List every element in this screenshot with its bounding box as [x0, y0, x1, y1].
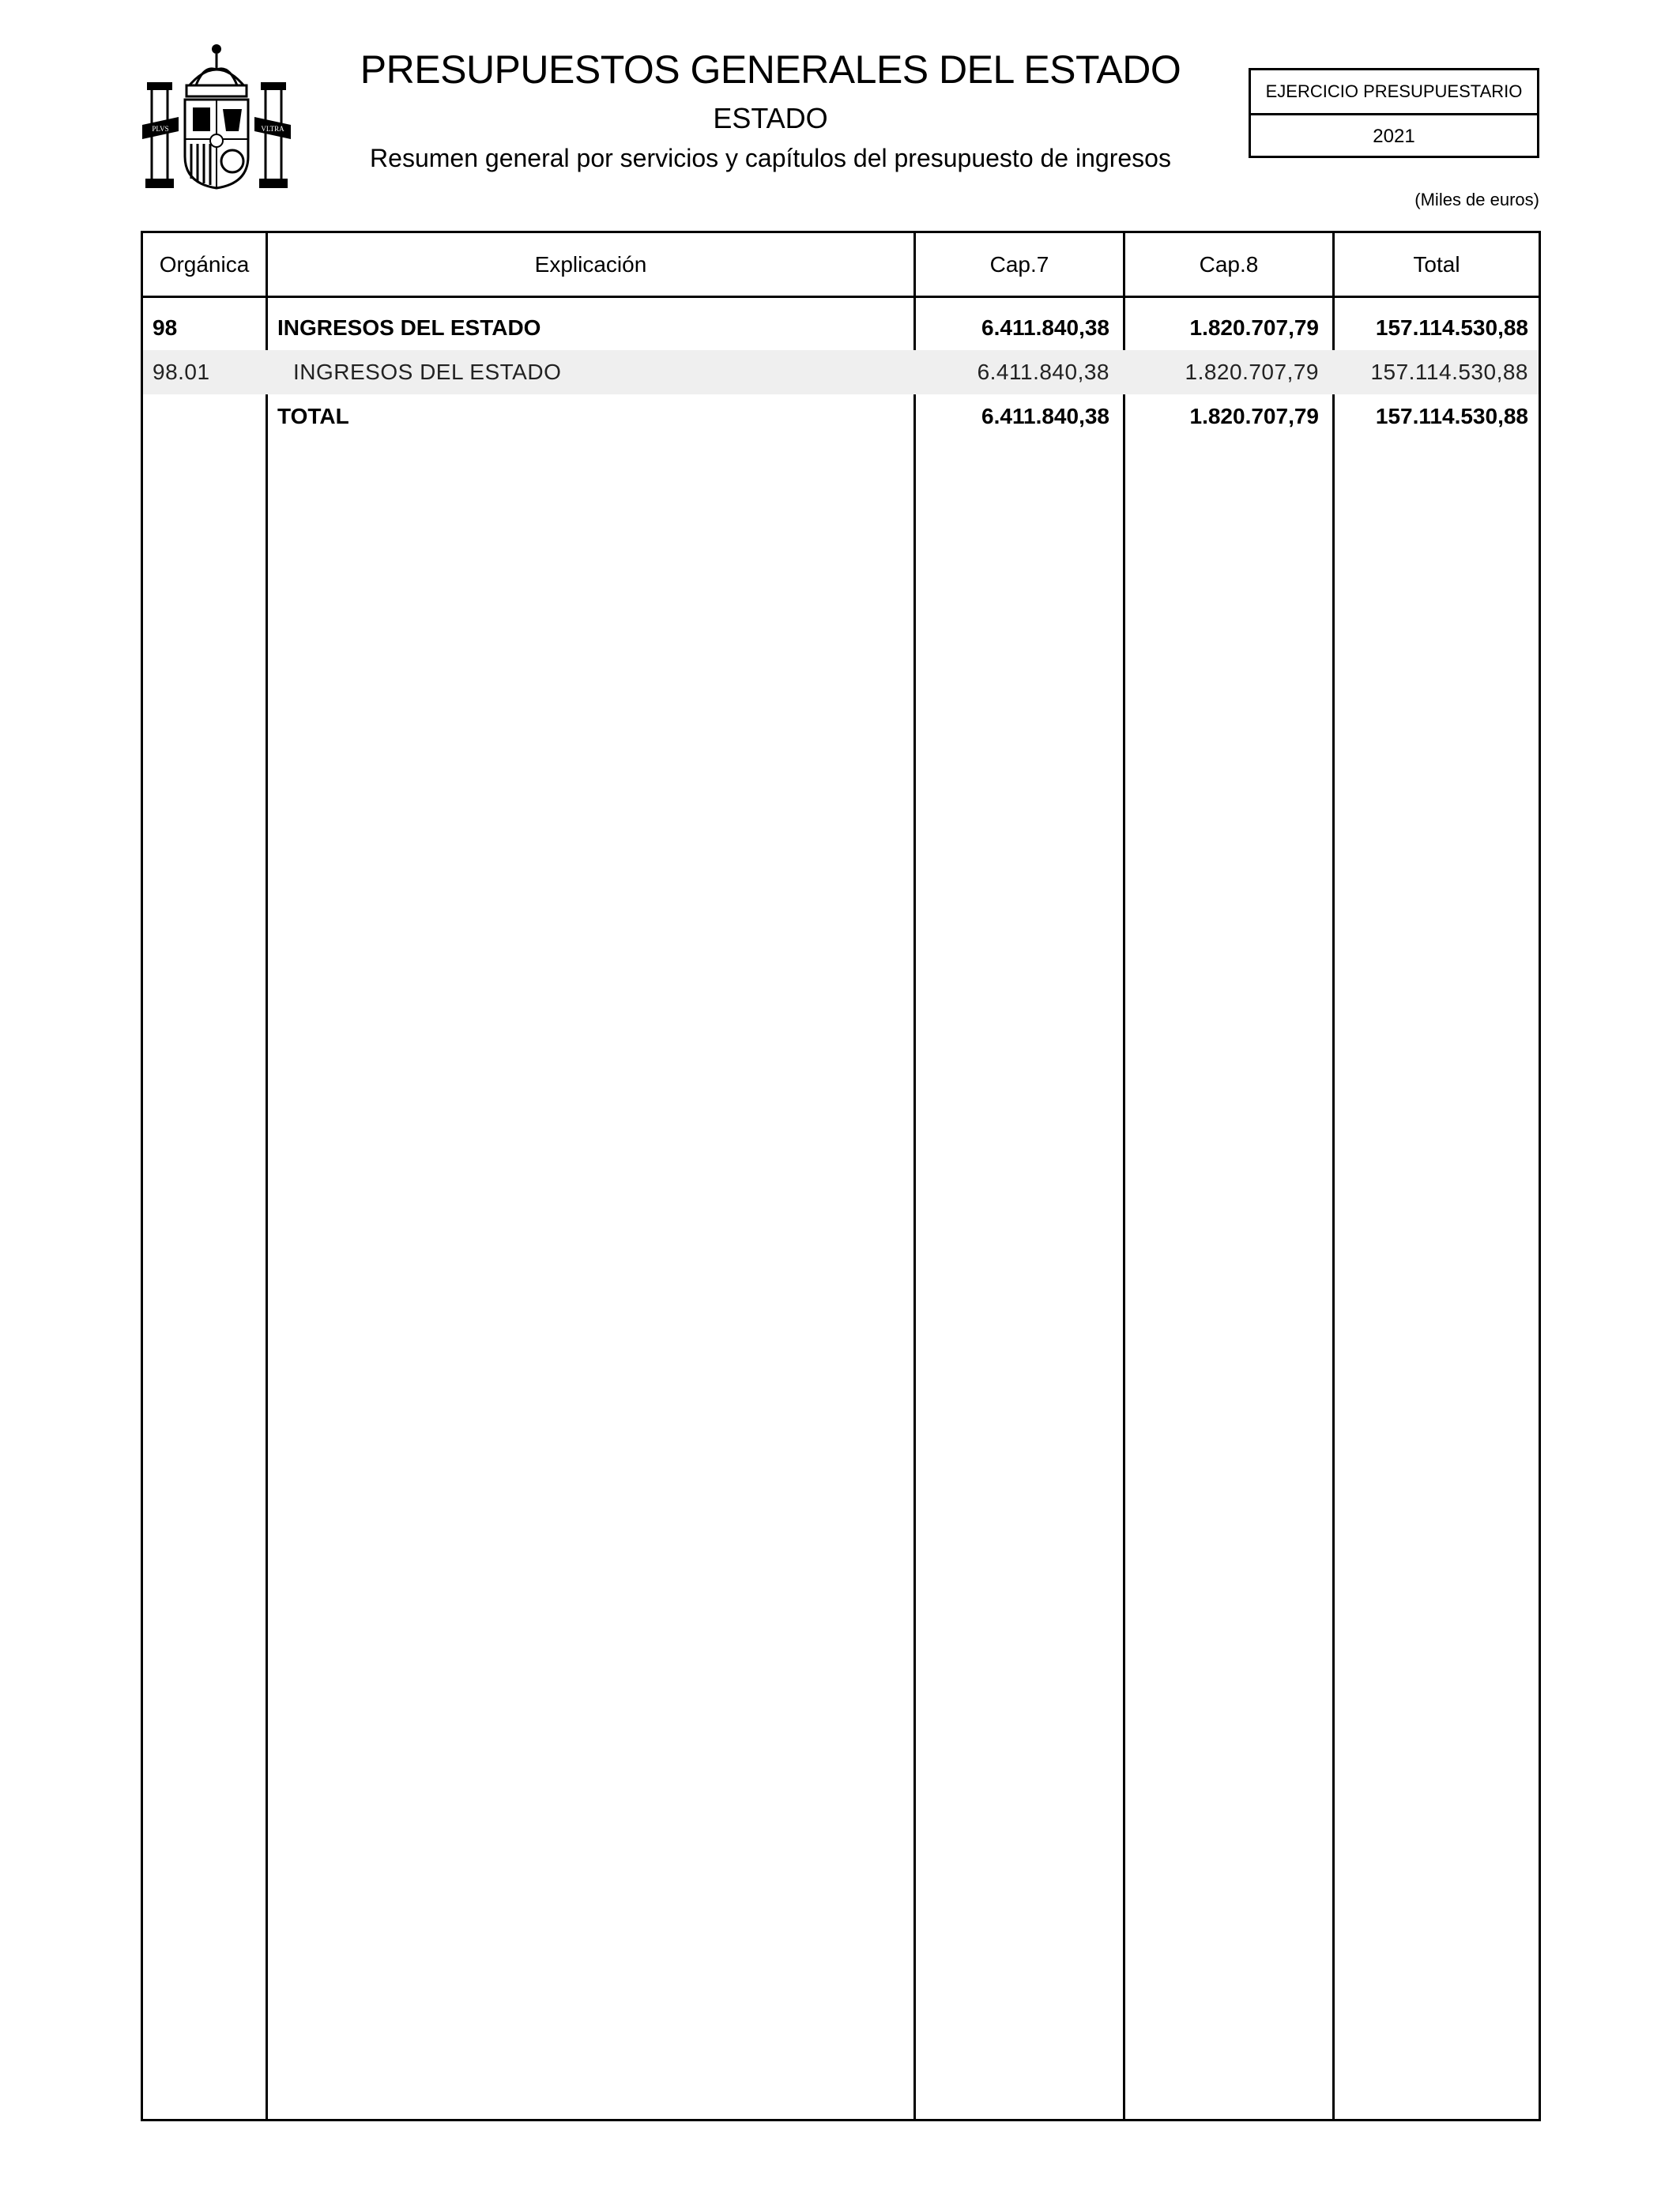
ejercicio-year: 2021	[1373, 126, 1415, 147]
cell-organica: 98	[153, 315, 178, 340]
cell-total: 157.114.530,88	[1370, 360, 1528, 384]
cell-cap8: 1.820.707,79	[1189, 404, 1319, 428]
table-row-total	[143, 394, 1539, 439]
cell-total: 157.114.530,88	[1375, 404, 1528, 428]
column-header-cap8: Cap.8	[1199, 252, 1259, 277]
table-row	[143, 350, 1539, 394]
units-note: (Miles de euros)	[1414, 190, 1539, 209]
column-divider	[266, 233, 268, 2119]
cell-cap8: 1.820.707,79	[1185, 360, 1319, 384]
page-description: Resumen general por servicios y capítulos del presupuesto de ingresos	[370, 144, 1171, 172]
cell-cap7: 6.411.840,38	[981, 404, 1109, 428]
cell-cap7: 6.411.840,38	[981, 315, 1109, 340]
column-header-explicacion: Explicación	[534, 252, 647, 277]
cell-cap8: 1.820.707,79	[1189, 315, 1319, 340]
page-title: PRESUPUESTOS GENERALES DEL ESTADO	[360, 47, 1181, 92]
ribbon-left-text: PLVS	[152, 125, 169, 133]
cell-explicacion: INGRESOS DEL ESTADO	[277, 315, 541, 340]
column-divider	[1332, 233, 1335, 2119]
page-subtitle: ESTADO	[713, 102, 828, 134]
table-row	[143, 306, 1539, 350]
ejercicio-box	[1249, 68, 1539, 158]
cell-organica: 98.01	[153, 360, 210, 384]
header-divider	[143, 296, 1539, 298]
budget-table	[141, 231, 1541, 2121]
column-header-total: Total	[1413, 252, 1460, 277]
column-header-cap7: Cap.7	[989, 252, 1049, 277]
column-divider	[913, 233, 916, 2119]
cell-cap7: 6.411.840,38	[977, 360, 1109, 384]
cell-explicacion: INGRESOS DEL ESTADO	[293, 360, 562, 384]
ribbon-right-text: VLTRA	[261, 125, 284, 133]
column-header-organica: Orgánica	[159, 252, 250, 277]
column-divider	[1123, 233, 1125, 2119]
coat-of-arms-icon	[141, 38, 292, 193]
cell-total: 157.114.530,88	[1375, 315, 1528, 340]
ejercicio-label: EJERCICIO PRESUPUESTARIO	[1251, 70, 1537, 115]
cell-explicacion: TOTAL	[277, 404, 349, 428]
